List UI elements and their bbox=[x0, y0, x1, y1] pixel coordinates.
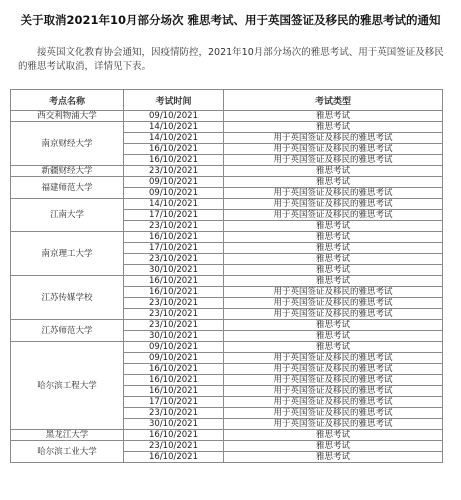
exam-type-cell: 用于英国签证及移民的雅思考试 bbox=[224, 364, 443, 375]
notice-intro: 接英国文化教育协会通知，因疫情防控，2021年10月部分场次的雅思考试、用于英国签证及移民的雅思考试取消，详情见下表。 bbox=[18, 47, 444, 72]
table-header-row bbox=[11, 90, 443, 111]
table-row bbox=[11, 199, 443, 210]
exam-date-cell: 30/10/2021 bbox=[124, 265, 224, 276]
exam-type-cell: 用于英国签证及移民的雅思考试 bbox=[224, 397, 443, 408]
exam-date-cell: 17/10/2021 bbox=[124, 397, 224, 408]
exam-type-cell: 雅思考试 bbox=[224, 265, 443, 276]
exam-date-cell: 16/10/2021 bbox=[124, 430, 224, 441]
exam-date-cell: 16/10/2021 bbox=[124, 144, 224, 155]
exam-date-cell: 09/10/2021 bbox=[124, 177, 224, 188]
table-body bbox=[11, 111, 443, 463]
venue-cell: 哈尔滨工业大学 bbox=[11, 441, 124, 463]
venue-cell: 福建师范大学 bbox=[11, 177, 124, 199]
exam-date-cell: 16/10/2021 bbox=[124, 375, 224, 386]
notice-title: 关于取消2021年10月部分场次 雅思考试、用于英国签证及移民的雅思考试的通知 bbox=[20, 13, 441, 27]
exam-type-cell: 雅思考试 bbox=[224, 254, 443, 265]
table-row bbox=[11, 166, 443, 177]
table-row bbox=[11, 441, 443, 452]
table-row bbox=[11, 122, 443, 133]
exam-date-cell: 23/10/2021 bbox=[124, 320, 224, 331]
venue-cell: 西交利物浦大学 bbox=[11, 111, 124, 122]
exam-date-cell: 23/10/2021 bbox=[124, 254, 224, 265]
exam-cancellation-table bbox=[10, 89, 443, 463]
venue-cell: 江南大学 bbox=[11, 199, 124, 232]
exam-date-cell: 16/10/2021 bbox=[124, 232, 224, 243]
exam-date-cell: 23/10/2021 bbox=[124, 298, 224, 309]
exam-type-cell: 雅思考试 bbox=[224, 276, 443, 287]
exam-date-cell: 23/10/2021 bbox=[124, 166, 224, 177]
table-row bbox=[11, 342, 443, 353]
exam-type-cell: 用于英国签证及移民的雅思考试 bbox=[224, 199, 443, 210]
exam-type-cell: 用于英国签证及移民的雅思考试 bbox=[224, 375, 443, 386]
exam-type-cell: 用于英国签证及移民的雅思考试 bbox=[224, 408, 443, 419]
exam-type-cell: 雅思考试 bbox=[224, 452, 443, 463]
exam-date-cell: 16/10/2021 bbox=[124, 364, 224, 375]
exam-date-cell: 30/10/2021 bbox=[124, 331, 224, 342]
header-venue: 考点名称 bbox=[11, 90, 124, 111]
exam-date-cell: 09/10/2021 bbox=[124, 342, 224, 353]
exam-date-cell: 23/10/2021 bbox=[124, 441, 224, 452]
exam-type-cell: 用于英国签证及移民的雅思考试 bbox=[224, 353, 443, 364]
exam-type-cell: 雅思考试 bbox=[224, 122, 443, 133]
exam-type-cell: 雅思考试 bbox=[224, 430, 443, 441]
table-row bbox=[11, 430, 443, 441]
exam-type-cell: 用于英国签证及移民的雅思考试 bbox=[224, 298, 443, 309]
exam-type-cell: 雅思考试 bbox=[224, 166, 443, 177]
table-row bbox=[11, 320, 443, 331]
exam-date-cell: 23/10/2021 bbox=[124, 309, 224, 320]
exam-date-cell: 09/10/2021 bbox=[124, 111, 224, 122]
venue-cell: 南京理工大学 bbox=[11, 232, 124, 276]
table-row bbox=[11, 232, 443, 243]
table-row bbox=[11, 177, 443, 188]
exam-date-cell: 16/10/2021 bbox=[124, 452, 224, 463]
exam-type-cell: 用于英国签证及移民的雅思考试 bbox=[224, 188, 443, 199]
exam-type-cell: 雅思考试 bbox=[224, 111, 443, 122]
venue-cell: 哈尔滨工程大学 bbox=[11, 342, 124, 430]
exam-type-cell: 用于英国签证及移民的雅思考试 bbox=[224, 309, 443, 320]
exam-type-cell: 雅思考试 bbox=[224, 441, 443, 452]
exam-date-cell: 23/10/2021 bbox=[124, 408, 224, 419]
table-row bbox=[11, 111, 443, 122]
exam-type-cell: 用于英国签证及移民的雅思考试 bbox=[224, 133, 443, 144]
venue-cell: 新疆财经大学 bbox=[11, 166, 124, 177]
exam-type-cell: 用于英国签证及移民的雅思考试 bbox=[224, 419, 443, 430]
exam-date-cell: 16/10/2021 bbox=[124, 276, 224, 287]
table-row bbox=[11, 276, 443, 287]
exam-type-cell: 用于英国签证及移民的雅思考试 bbox=[224, 144, 443, 155]
venue-cell: 黑龙江大学 bbox=[11, 430, 124, 441]
exam-date-cell: 23/10/2021 bbox=[124, 221, 224, 232]
exam-date-cell: 14/10/2021 bbox=[124, 199, 224, 210]
exam-date-cell: 17/10/2021 bbox=[124, 210, 224, 221]
exam-type-cell: 雅思考试 bbox=[224, 221, 443, 232]
exam-date-cell: 16/10/2021 bbox=[124, 287, 224, 298]
exam-date-cell: 14/10/2021 bbox=[124, 133, 224, 144]
exam-type-cell: 雅思考试 bbox=[224, 331, 443, 342]
exam-type-cell: 用于英国签证及移民的雅思考试 bbox=[224, 210, 443, 221]
exam-date-cell: 16/10/2021 bbox=[124, 155, 224, 166]
exam-date-cell: 09/10/2021 bbox=[124, 188, 224, 199]
venue-cell: 江苏师范大学 bbox=[11, 320, 124, 342]
exam-type-cell: 用于英国签证及移民的雅思考试 bbox=[224, 287, 443, 298]
header-exam-date: 考试时间 bbox=[124, 90, 224, 111]
exam-type-cell: 雅思考试 bbox=[224, 342, 443, 353]
exam-date-cell: 30/10/2021 bbox=[124, 419, 224, 430]
venue-cell: 南京财经大学 bbox=[11, 122, 124, 166]
exam-type-cell: 雅思考试 bbox=[224, 243, 443, 254]
venue-cell: 江苏传媒学校 bbox=[11, 276, 124, 320]
header-exam-type: 考试类型 bbox=[224, 90, 443, 111]
exam-date-cell: 09/10/2021 bbox=[124, 353, 224, 364]
exam-date-cell: 16/10/2021 bbox=[124, 386, 224, 397]
exam-type-cell: 用于英国签证及移民的雅思考试 bbox=[224, 386, 443, 397]
exam-date-cell: 17/10/2021 bbox=[124, 243, 224, 254]
exam-type-cell: 雅思考试 bbox=[224, 320, 443, 331]
exam-type-cell: 用于英国签证及移民的雅思考试 bbox=[224, 155, 443, 166]
exam-date-cell: 14/10/2021 bbox=[124, 122, 224, 133]
exam-type-cell: 雅思考试 bbox=[224, 177, 443, 188]
exam-type-cell: 雅思考试 bbox=[224, 232, 443, 243]
